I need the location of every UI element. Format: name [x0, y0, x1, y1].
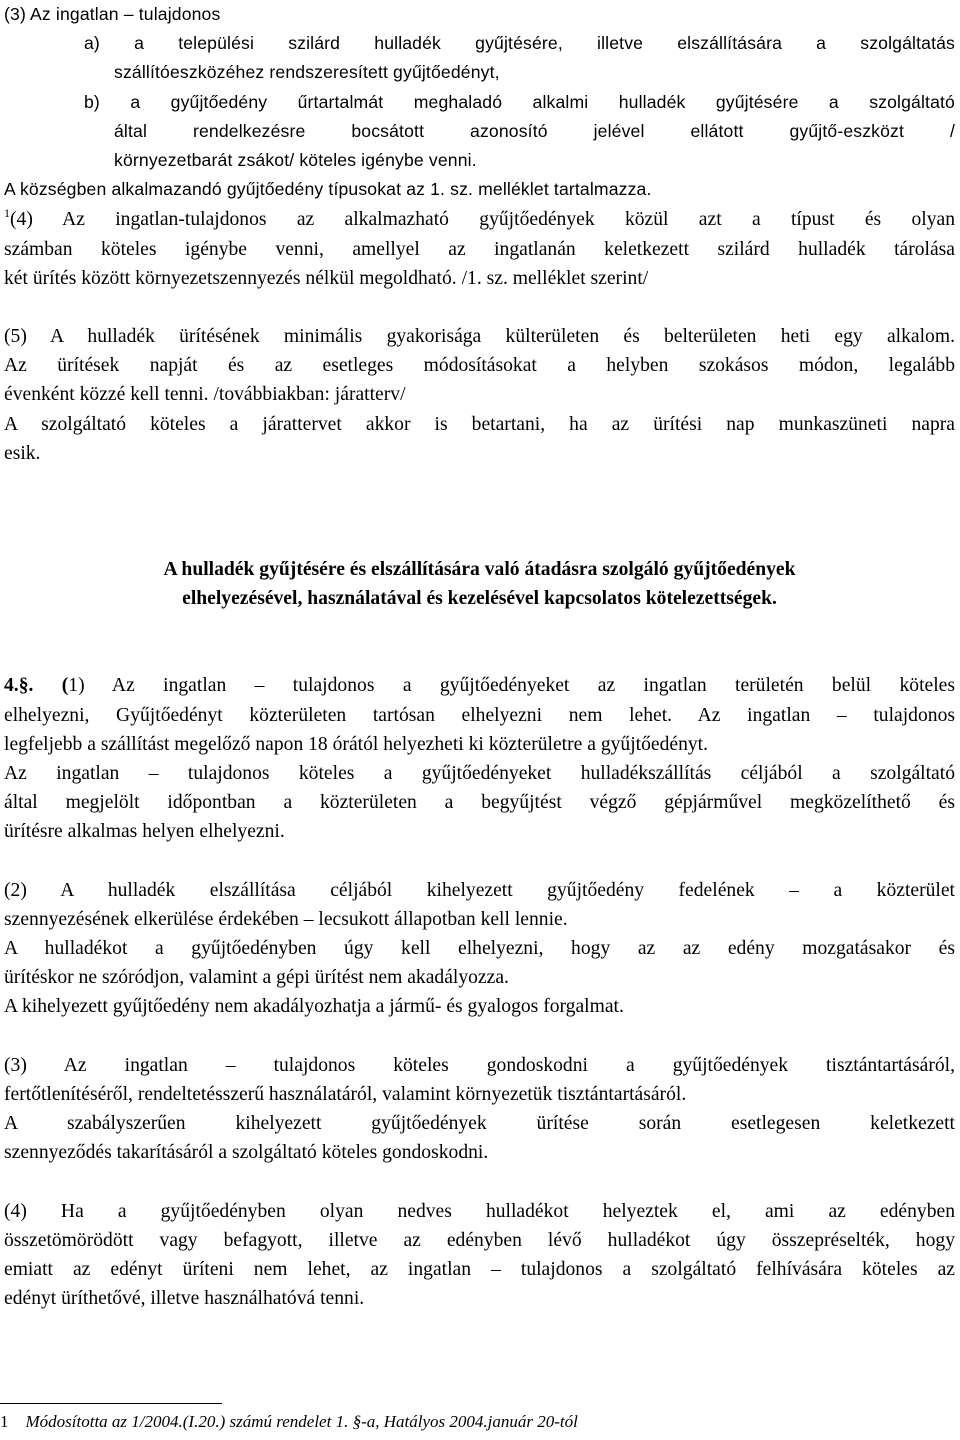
section-4-4-line: emiatt az edényt üríteni nem lehet, az ingatlan – tulajdonos a szolgáltató felhívására köteles az [4, 1258, 955, 1280]
footnote-reference[interactable]: 1 [4, 206, 10, 221]
section-number: 4.§. ( [4, 675, 69, 697]
section-4-2-line: (2) A hulladék elszállítása céljából kihelyezett gyűjtőedény fedelének – a közterület [4, 879, 955, 901]
paragraph-5-line: A szolgáltató köteles a járattervet akkor is betartani, ha az ürítési nap munkaszüneti napra [4, 413, 955, 435]
section-4-3-line: A szabályszerűen kihelyezett gyűjtőedények ürítése során esetlegesen keletkezett [4, 1113, 955, 1135]
section-4-1-line: 4.§. (1) Az ingatlan – tulajdonos a gyűjtőedényeket az ingatlan területén belül köteles [4, 675, 955, 697]
paragraph-5-line: Az ürítések napját és az esetleges módosításokat a helyben szokásos módon, legalább [4, 355, 955, 377]
paragraph-4-line: számban köteles igénybe venni, amellyel az ingatlanán keletkezett szilárd hulladék tárolása [4, 238, 955, 260]
paragraph-5-line: (5) A hulladék ürítésének minimális gyakorisága külterületen és belterületen heti egy alkalom. [4, 326, 955, 348]
section-4-1-line: elhelyezni, Gyűjtőedényt közterületen tartósan elhelyezni nem lehet. Az ingatlan – tulajdonos [4, 704, 955, 726]
item-a-line: szállítóeszközéhez rendszeresített gyűjtőedényt, [114, 62, 500, 83]
section-4-4-line: (4) Ha a gyűjtőedényben olyan nedves hulladékot helyeztek el, ami az edényben [4, 1200, 955, 1222]
section-4-1-line: által megjelölt időpontban a közterületen a begyűjtést végző gépjárművel megközelíthető és [4, 792, 955, 814]
section-4-paragraph-3 [4, 1051, 955, 1168]
paragraph-5-line: évenként közzé kell tenni. /továbbiakban: járatterv/ [4, 384, 406, 406]
paragraph-5 [4, 322, 955, 468]
footnote-separator [0, 1403, 222, 1404]
section-4-3-line: szennyeződés takarításáról a szolgáltató köteles gondoskodni. [4, 1142, 489, 1164]
section-4-4-line: edényt üríthetővé, illetve használhatóvá tenni. [4, 1288, 365, 1310]
section-4-paragraph-4 [4, 1197, 955, 1314]
footnote-number: 1 [0, 1412, 9, 1431]
section-4-2-line: A hulladékot a gyűjtőedényben úgy kell elhelyezni, hogy az az edény mozgatásakor és [4, 938, 955, 960]
item-b-line: környezetbarát zsákot/ köteles igénybe venni. [114, 150, 477, 171]
paragraph-3 [4, 0, 955, 204]
paragraph-3-title: (3) Az ingatlan – tulajdonos [4, 4, 221, 24]
section-heading-line: elhelyezésével, használatával és kezelésével kapcsolatos kötelezettségek. [182, 588, 777, 610]
footnote-text: Módosította az 1/2004.(I.20.) számú rendelet 1. §-a, Hatályos 2004.január 20-tól [25, 1412, 578, 1431]
section-4-2-line: ürítéskor ne szóródjon, valamint a gépi ürítést nem akadályozza. [4, 967, 509, 989]
section-4-1-line: legfeljebb a szállítást megelőző napon 18 órától helyezheti ki közterületre a gyűjtőedényt. [4, 733, 709, 755]
section-4-1-line: ürítésre alkalmas helyen elhelyezni. [4, 821, 285, 843]
section-4-paragraph-1 [4, 671, 955, 846]
item-b-line: által rendelkezésre bocsátott azonosító jelével ellátott gyűjtő-eszközt / [114, 120, 955, 141]
section-4-2-line: szennyezésének elkerülése érdekében – lecsukott állapotban kell lennie. [4, 908, 568, 930]
paragraph-5-line: esik. [4, 442, 41, 464]
document-page [4, 0, 955, 1313]
section-4-4-line: összetömörödött vagy befagyott, illetve az edényben lévő hulladékot úgy összepréselték, hogy [4, 1229, 955, 1251]
section-4-1-line: Az ingatlan – tulajdonos köteles a gyűjtőedényeket hulladékszállítás céljából a szolgáltató [4, 763, 955, 785]
item-a-line: a) a települési szilárd hulladék gyűjtésére, illetve elszállítására a szolgáltatás [84, 33, 955, 54]
section-4-2-line: A kihelyezett gyűjtőedény nem akadályozhatja a jármű- és gyalogos forgalmat. [4, 996, 624, 1018]
paragraph-4 [4, 205, 955, 293]
item-b-line: b) a gyűjtőedény űrtartalmát meghaladó alkalmi hulladék gyűjtésére a szolgáltató [84, 91, 955, 112]
section-4-3-line: fertőtlenítéséről, rendeltetésszerű használatáról, valamint környezetük tisztántartásáról. [4, 1083, 687, 1105]
paragraph-3-last-line: A községben alkalmazandó gyűjtőedény típusokat az 1. sz. melléklet tartalmazza. [4, 179, 652, 200]
section-heading [4, 555, 955, 613]
footnote [0, 1411, 578, 1433]
paragraph-4-line: két ürítés között környezetszennyezés nélkül megoldható. /1. sz. melléklet szerint/ [4, 267, 649, 289]
section-4-3-line: (3) Az ingatlan – tulajdonos köteles gondoskodni a gyűjtőedények tisztántartásáról, [4, 1054, 955, 1076]
section-heading-line: A hulladék gyűjtésére és elszállítására való átadásra szolgáló gyűjtőedények [163, 559, 796, 581]
section-4-paragraph-2 [4, 876, 955, 1022]
paragraph-4-line: $^1$(4) Az ingatlan-tulajdonos az alkalmazható gyűjtőedények közül azt a típust és olyan [4, 206, 955, 231]
